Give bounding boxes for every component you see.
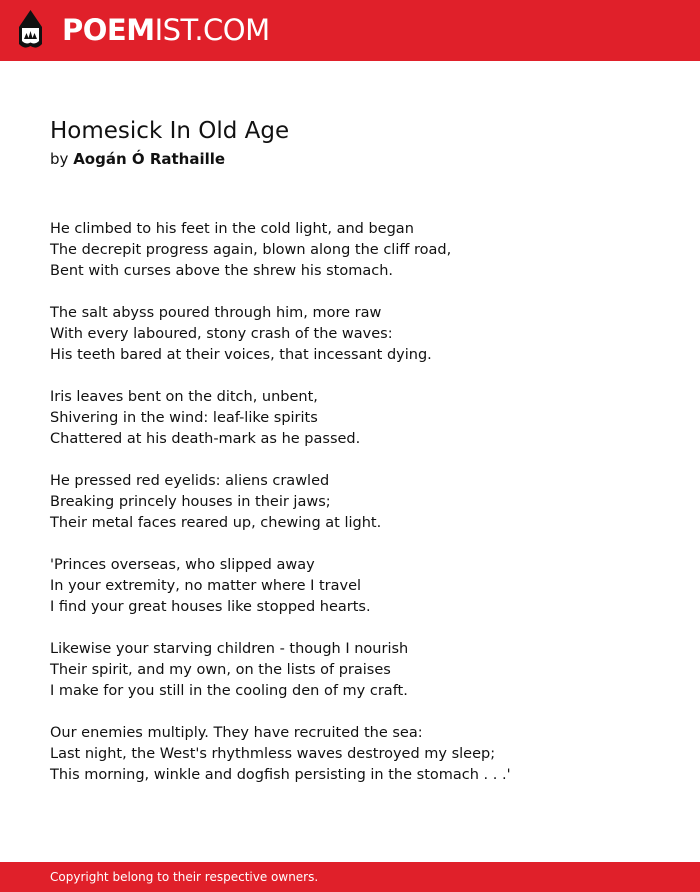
poem-line: Our enemies multiply. They have recruited the sea: xyxy=(50,725,423,741)
poem-line: The salt abyss poured through him, more raw xyxy=(50,305,382,321)
poem-line: Last night, the West's rhythmless waves destroyed my sleep; xyxy=(50,746,496,762)
stanza xyxy=(50,555,670,618)
poem-line: His teeth bared at their voices, that incessant dying. xyxy=(50,347,432,363)
poem-line: I make for you still in the cooling den of my craft. xyxy=(50,683,408,699)
poem-line: Their metal faces reared up, chewing at light. xyxy=(50,515,382,531)
stanza xyxy=(50,639,670,702)
logo-text-light: IST.COM xyxy=(154,13,270,47)
stanza xyxy=(50,723,670,786)
poem-line: He climbed to his feet in the cold light, and began xyxy=(50,221,414,237)
poem-byline xyxy=(50,149,225,169)
poem-line: Likewise your starving children - though I nourish xyxy=(50,641,409,657)
poem-body xyxy=(50,219,670,807)
poem-title: Homesick In Old Age xyxy=(50,118,290,144)
logo-text-strong: POEM xyxy=(62,13,155,47)
poem-line: Breaking princely houses in their jaws; xyxy=(50,494,331,510)
poem-line: The decrepit progress again, blown along the cliff road, xyxy=(50,242,452,258)
logo-wordmark xyxy=(62,11,270,49)
poem-line: This morning, winkle and dogfish persisting in the stomach . . .' xyxy=(50,767,511,783)
poem-line: Shivering in the wind: leaf-like spirits xyxy=(50,410,318,426)
stanza xyxy=(50,219,670,282)
poem-line: 'Princes overseas, who slipped away xyxy=(50,557,315,573)
poem-line: Iris leaves bent on the ditch, unbent, xyxy=(50,389,318,405)
site-header xyxy=(0,0,700,61)
poem-line: With every laboured, stony crash of the waves: xyxy=(50,326,393,342)
stanza xyxy=(50,387,670,450)
poem-line: Bent with curses above the shrew his stomach. xyxy=(50,263,394,279)
stanza xyxy=(50,303,670,366)
stanza xyxy=(50,471,670,534)
poem-line: He pressed red eyelids: aliens crawled xyxy=(50,473,330,489)
pencil-tip-icon xyxy=(18,10,43,51)
copyright-notice: Copyright belong to their respective owners. xyxy=(50,870,319,884)
poem-line: Chattered at his death-mark as he passed. xyxy=(50,431,361,447)
poem-line: I find your great houses like stopped hearts. xyxy=(50,599,371,615)
author-link[interactable]: Aogán Ó Rathaille xyxy=(73,150,226,168)
logo-link[interactable] xyxy=(0,0,270,61)
poem-line: Their spirit, and my own, on the lists of praises xyxy=(50,662,391,678)
by-label: by xyxy=(50,150,69,168)
site-footer xyxy=(0,862,700,892)
poem-line: In your extremity, no matter where I travel xyxy=(50,578,362,594)
